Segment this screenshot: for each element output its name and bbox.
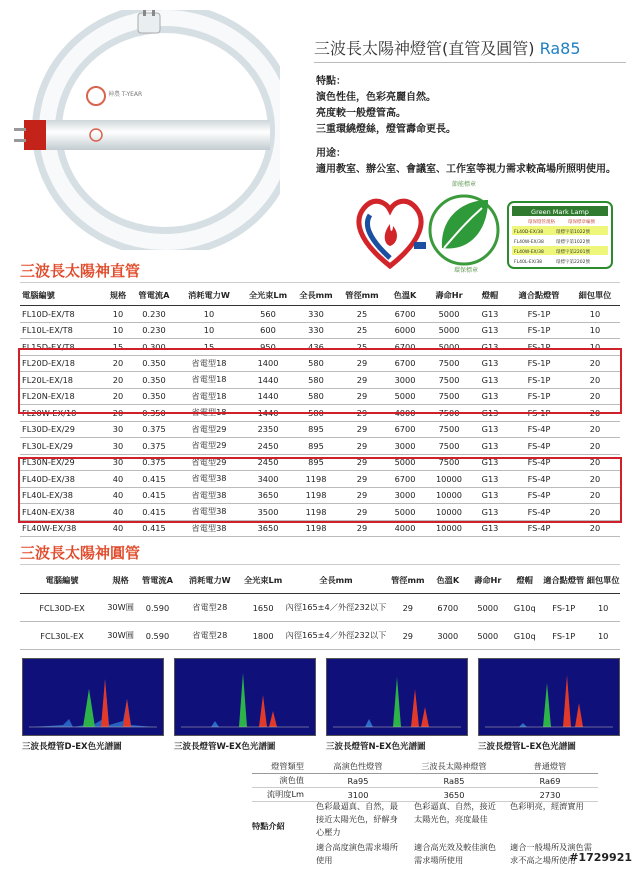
- table-cell: 580: [292, 372, 340, 389]
- column-header: 適合點燈管: [508, 285, 570, 306]
- column-header: 消耗電力W: [174, 285, 244, 306]
- table-cell: G13: [472, 372, 508, 389]
- table-cell: 省電型18: [174, 372, 244, 389]
- table-cell: 29: [340, 438, 384, 455]
- table-cell: G13: [472, 421, 508, 438]
- column-header: 管電流A: [134, 285, 174, 306]
- table-cell: 6700: [384, 471, 426, 488]
- table-cell: 內徑165±4／外徑232以下: [285, 594, 388, 622]
- table-cell: 6700: [384, 339, 426, 356]
- table-cell: 1198: [292, 504, 340, 521]
- column-header: 消耗電力W: [178, 567, 242, 594]
- table-cell: 10: [570, 306, 620, 323]
- table-cell: 0.590: [137, 594, 178, 622]
- table-cell: 5000: [384, 388, 426, 405]
- table-row: [20, 322, 620, 339]
- table-cell: 3000: [384, 487, 426, 504]
- table-cell: 2350: [244, 421, 292, 438]
- svg-text:FL40W-EX/38: FL40W-EX/38: [514, 240, 544, 245]
- circular-section-title: 三波長太陽神圓管: [20, 544, 141, 562]
- highlight-box-38w: [18, 457, 622, 523]
- table-cell: FL20D-EX/18: [20, 355, 102, 372]
- table-cell: FS-1P: [508, 405, 570, 422]
- table-cell: 10: [174, 306, 244, 323]
- table-cell: FL40N-EX/38: [20, 504, 102, 521]
- table-cell: 5000: [426, 322, 472, 339]
- table-cell: FS-4P: [508, 471, 570, 488]
- table-cell: G13: [472, 339, 508, 356]
- column-header: 全光束Lm: [242, 567, 285, 594]
- table-cell: 0.375: [134, 421, 174, 438]
- title-ra: Ra85: [539, 39, 581, 58]
- table-cell: 436: [292, 339, 340, 356]
- table-cell: 20: [570, 355, 620, 372]
- column-header: 燈帽: [508, 567, 541, 594]
- lumen-value: 3650: [406, 788, 502, 802]
- table-cell: 3650: [244, 520, 292, 537]
- svg-text:環保標章編號: 環保標章編號: [568, 220, 595, 225]
- table-cell: 1198: [292, 487, 340, 504]
- section-divider: [20, 564, 620, 565]
- cri-value: Ra95: [310, 774, 406, 788]
- table-cell: FL10L-EX/T8: [20, 322, 102, 339]
- section-divider: [20, 282, 620, 283]
- table-cell: 省電型18: [174, 355, 244, 372]
- page-title: [314, 36, 581, 59]
- table-cell: 20: [570, 454, 620, 471]
- table-cell: 6700: [384, 421, 426, 438]
- table-cell: 30: [102, 421, 134, 438]
- lumen-value: 2730: [502, 788, 598, 802]
- table-cell: 6700: [384, 355, 426, 372]
- spectrum-chart-d: [22, 658, 164, 736]
- column-header: 壽命Hr: [467, 567, 508, 594]
- spectrum-caption: 三波長燈管N-EX色光譜圖: [326, 742, 426, 752]
- column-header: 全長mm: [292, 285, 340, 306]
- highlight-box-18w: [18, 348, 622, 414]
- table-cell: 1198: [292, 520, 340, 537]
- table-cell: G10q: [508, 622, 541, 650]
- table-cell: 29: [340, 388, 384, 405]
- table-cell: FS-4P: [508, 454, 570, 471]
- table-cell: 5000: [384, 504, 426, 521]
- svg-text:環標字第2202號: 環標字第2202號: [556, 260, 590, 265]
- table-cell: G13: [472, 388, 508, 405]
- table-cell: FL30N-EX/29: [20, 454, 102, 471]
- table-cell: 25: [340, 322, 384, 339]
- table-cell: 30: [102, 454, 134, 471]
- column-header: 規格: [102, 285, 134, 306]
- table-cell: 0.350: [134, 405, 174, 422]
- table-cell: FS-1P: [508, 355, 570, 372]
- table-cell: G13: [472, 438, 508, 455]
- table-cell: 20: [570, 405, 620, 422]
- table-cell: 20: [102, 405, 134, 422]
- table-cell: G13: [472, 471, 508, 488]
- table-cell: 20: [102, 372, 134, 389]
- table-cell: FS-1P: [508, 339, 570, 356]
- table-cell: 10: [174, 322, 244, 339]
- table-cell: FL20W-EX/18: [20, 405, 102, 422]
- table-cell: 0.350: [134, 372, 174, 389]
- table-cell: FL20N-EX/18: [20, 388, 102, 405]
- table-cell: G13: [472, 322, 508, 339]
- table-cell: 30W圓: [104, 594, 137, 622]
- table-cell: FS-4P: [508, 520, 570, 537]
- table-cell: 5000: [467, 622, 508, 650]
- feature-desc: 色彩最逼真、自然，最接近太陽光色，紓解身心壓力: [316, 801, 398, 837]
- table-cell: 580: [292, 355, 340, 372]
- lumen-value: 3100: [310, 788, 406, 802]
- table-cell: 20: [570, 487, 620, 504]
- table-cell: 省電型28: [178, 594, 242, 622]
- table-cell: 29: [340, 471, 384, 488]
- table-cell: 0.375: [134, 438, 174, 455]
- table-cell: FS-1P: [508, 306, 570, 323]
- table-cell: 7500: [426, 372, 472, 389]
- leaf-eco-icon: [430, 180, 498, 274]
- table-cell: FL30L-EX/29: [20, 438, 102, 455]
- comparison-header: 高演色性燈管: [310, 760, 406, 774]
- table-cell: 省電型18: [174, 388, 244, 405]
- table-cell: FL40W-EX/38: [20, 520, 102, 537]
- table-cell: 1800: [242, 622, 285, 650]
- table-cell: 7500: [426, 454, 472, 471]
- table-cell: 5000: [426, 306, 472, 323]
- table-cell: 省電型29: [174, 421, 244, 438]
- svg-text:環保燈管規格: 環保燈管規格: [528, 220, 555, 225]
- table-cell: FS-4P: [508, 438, 570, 455]
- energy-heart-icon: [359, 201, 426, 266]
- column-header: 色溫K: [384, 285, 426, 306]
- feature-line: 亮度較一般燈管高。: [316, 108, 406, 119]
- circular-lamp-photo: [10, 10, 280, 250]
- table-cell: 0.350: [134, 388, 174, 405]
- feature-desc: 色彩逼真、自然，接近太陽光色，亮度最佳: [414, 801, 496, 824]
- table-cell: 0.415: [134, 504, 174, 521]
- table-cell: 29: [340, 355, 384, 372]
- table-cell: 6000: [384, 322, 426, 339]
- feature-intro-label: 特點介紹: [252, 821, 285, 831]
- usage-label: 用途：: [316, 148, 346, 159]
- svg-text:FL40D-EX/38: FL40D-EX/38: [514, 230, 544, 235]
- table-cell: 3000: [428, 622, 467, 650]
- table-cell: G13: [472, 520, 508, 537]
- table-cell: 2450: [244, 454, 292, 471]
- svg-text:FL40W-EX/38: FL40W-EX/38: [514, 250, 544, 255]
- table-row: [20, 306, 620, 323]
- table-row: [20, 622, 620, 650]
- table-cell: 3000: [384, 438, 426, 455]
- table-cell: 7500: [426, 355, 472, 372]
- table-row: [20, 594, 620, 622]
- table-cell: 10: [570, 322, 620, 339]
- table-cell: 895: [292, 454, 340, 471]
- table-cell: 3000: [384, 372, 426, 389]
- table-cell: 1440: [244, 405, 292, 422]
- table-cell: FL15D-EX/T8: [20, 339, 102, 356]
- table-cell: 省電型29: [174, 454, 244, 471]
- table-row: [20, 421, 620, 438]
- table-cell: 15: [102, 339, 134, 356]
- column-header: 色溫K: [428, 567, 467, 594]
- table-cell: 29: [340, 520, 384, 537]
- table-cell: G13: [472, 487, 508, 504]
- table-cell: 20: [570, 372, 620, 389]
- table-cell: 20: [570, 438, 620, 455]
- table-cell: 0.350: [134, 355, 174, 372]
- table-cell: 10: [586, 594, 620, 622]
- table-cell: 4000: [384, 520, 426, 537]
- column-header: 電腦編號: [20, 567, 104, 594]
- table-cell: 330: [292, 322, 340, 339]
- cri-label: 演色值: [252, 774, 310, 788]
- table-cell: 29: [340, 504, 384, 521]
- feature-line: 三重環繞燈絲，燈管壽命更長。: [316, 124, 456, 135]
- table-cell: 30: [102, 438, 134, 455]
- table-cell: FL40D-EX/38: [20, 471, 102, 488]
- watermark-id: #1729921: [569, 851, 632, 864]
- svg-text:環保標章: 環保標章: [454, 267, 479, 274]
- table-cell: 0.415: [134, 520, 174, 537]
- table-cell: 7500: [426, 421, 472, 438]
- table-cell: 1400: [244, 355, 292, 372]
- table-cell: 0.415: [134, 487, 174, 504]
- feature-desc: 適合高度演色需求場所使用: [316, 842, 398, 865]
- column-header: 管徑mm: [340, 285, 384, 306]
- table-cell: 0.375: [134, 454, 174, 471]
- table-cell: 10000: [426, 520, 472, 537]
- spectrum-caption: 三波長燈管W-EX色光譜圖: [174, 742, 276, 752]
- table-cell: 560: [244, 306, 292, 323]
- svg-text:環標字第1022號: 環標字第1022號: [556, 240, 590, 245]
- spectra-row: [22, 658, 632, 758]
- column-header: 全光束Lm: [244, 285, 292, 306]
- table-cell: 25: [340, 306, 384, 323]
- table-cell: 5000: [426, 339, 472, 356]
- table-cell: FL10D-EX/T8: [20, 306, 102, 323]
- table-cell: FS-1P: [508, 322, 570, 339]
- column-header: 全長mm: [285, 567, 388, 594]
- table-cell: 3650: [244, 487, 292, 504]
- table-cell: 950: [244, 339, 292, 356]
- table-cell: 25: [340, 339, 384, 356]
- table-cell: FL20L-EX/18: [20, 372, 102, 389]
- svg-text:Green Mark Lamp: Green Mark Lamp: [531, 208, 589, 216]
- spectrum-chart-w: [174, 658, 316, 736]
- lumen-label: 流明度Lm: [252, 788, 310, 802]
- table-cell: 5000: [467, 594, 508, 622]
- table-cell: 0.300: [134, 339, 174, 356]
- column-header: 燈帽: [472, 285, 508, 306]
- column-header: 電腦編號: [20, 285, 102, 306]
- svg-text:環標字第1022號: 環標字第1022號: [556, 230, 590, 235]
- table-cell: 20: [570, 504, 620, 521]
- table-cell: 2450: [244, 438, 292, 455]
- straight-section-title: 三波長太陽神直管: [20, 262, 141, 280]
- table-cell: 895: [292, 421, 340, 438]
- comparison-table: [252, 760, 598, 802]
- table-cell: 600: [244, 322, 292, 339]
- table-cell: 0.230: [134, 322, 174, 339]
- table-cell: 內徑165±4／外徑232以下: [285, 622, 388, 650]
- table-cell: 1198: [292, 471, 340, 488]
- table-cell: 580: [292, 405, 340, 422]
- table-cell: 29: [340, 372, 384, 389]
- table-cell: FCL30D-EX: [20, 594, 104, 622]
- svg-text:FL40L-EX/38: FL40L-EX/38: [514, 260, 543, 265]
- table-cell: 4000: [384, 405, 426, 422]
- table-cell: 15: [174, 339, 244, 356]
- table-cell: 0.590: [137, 622, 178, 650]
- table-cell: 20: [570, 388, 620, 405]
- spectrum-caption: 三波長燈管D-EX色光譜圖: [22, 742, 122, 752]
- table-cell: 895: [292, 438, 340, 455]
- spectrum-chart-n: [326, 658, 468, 736]
- table-cell: 20: [570, 471, 620, 488]
- table-cell: 10: [102, 306, 134, 323]
- table-cell: 3400: [244, 471, 292, 488]
- comparison-header: 普通燈管: [502, 760, 598, 774]
- spectrum-chart-l: [478, 658, 620, 736]
- svg-text:環標字第2201號: 環標字第2201號: [556, 250, 590, 255]
- table-cell: 29: [340, 487, 384, 504]
- table-cell: 6700: [384, 306, 426, 323]
- table-row: [20, 438, 620, 455]
- table-cell: 0.230: [134, 306, 174, 323]
- table-cell: 40: [102, 520, 134, 537]
- table-cell: 1440: [244, 388, 292, 405]
- usage-text: 適用教室、辦公室、會議室、工作室等視力需求較高場所照明使用。: [316, 164, 616, 175]
- certification-badges: [352, 178, 614, 274]
- table-cell: 30W圓: [104, 622, 137, 650]
- table-cell: 1650: [242, 594, 285, 622]
- feature-desc: 適合一般場所及演色需求不高之場所使用: [510, 842, 592, 865]
- table-cell: 10: [586, 622, 620, 650]
- table-cell: G13: [472, 454, 508, 471]
- table-cell: 29: [340, 454, 384, 471]
- table-cell: 20: [102, 388, 134, 405]
- table-cell: 330: [292, 306, 340, 323]
- table-cell: 20: [570, 421, 620, 438]
- column-header: 細包單位: [586, 567, 620, 594]
- table-cell: 省電型28: [178, 622, 242, 650]
- table-cell: 7500: [426, 388, 472, 405]
- comparison-header-label: 燈管類型: [252, 760, 310, 774]
- table-cell: 1440: [244, 372, 292, 389]
- table-cell: 3500: [244, 504, 292, 521]
- table-cell: 40: [102, 487, 134, 504]
- table-cell: 40: [102, 471, 134, 488]
- title-text: 三波長太陽神燈管(直管及圓管): [314, 39, 535, 58]
- table-cell: 省電型38: [174, 471, 244, 488]
- column-header: 管電流A: [137, 567, 178, 594]
- features-label: 特點：: [316, 76, 346, 87]
- feature-desc: 色彩明亮，經濟實用: [510, 801, 584, 811]
- table-cell: FS-1P: [508, 372, 570, 389]
- table-cell: 省電型29: [174, 438, 244, 455]
- table-cell: 6700: [428, 594, 467, 622]
- table-cell: 10: [102, 322, 134, 339]
- table-cell: 29: [340, 405, 384, 422]
- table-cell: FS-4P: [508, 421, 570, 438]
- table-cell: 10000: [426, 471, 472, 488]
- table-cell: FS-1P: [541, 622, 586, 650]
- cri-value: Ra69: [502, 774, 598, 788]
- column-header: 壽命Hr: [426, 285, 472, 306]
- table-cell: 0.415: [134, 471, 174, 488]
- table-cell: 省電型38: [174, 520, 244, 537]
- table-cell: FL40L-EX/38: [20, 487, 102, 504]
- green-mark-table: [508, 202, 612, 268]
- column-header: 規格: [104, 567, 137, 594]
- table-cell: 580: [292, 388, 340, 405]
- table-cell: 省電型38: [174, 504, 244, 521]
- table-cell: G13: [472, 355, 508, 372]
- lamp-label: 神農 T-YEAR: [108, 91, 143, 98]
- cri-value: Ra85: [406, 774, 502, 788]
- comparison-header: 三波長太陽神燈管: [406, 760, 502, 774]
- table-cell: FS-1P: [508, 388, 570, 405]
- table-cell: G13: [472, 405, 508, 422]
- column-header: 細包單位: [570, 285, 620, 306]
- table-cell: FS-1P: [541, 594, 586, 622]
- table-cell: 省電型38: [174, 487, 244, 504]
- table-cell: 10000: [426, 487, 472, 504]
- table-cell: FL30D-EX/29: [20, 421, 102, 438]
- svg-text:節能標章: 節能標章: [452, 181, 477, 188]
- feature-desc: 適合高光效及較佳演色需求場所使用: [414, 842, 496, 865]
- table-cell: 40: [102, 504, 134, 521]
- table-cell: 10000: [426, 504, 472, 521]
- table-cell: G13: [472, 504, 508, 521]
- table-cell: 7500: [426, 405, 472, 422]
- table-cell: G10q: [508, 594, 541, 622]
- title-divider: [314, 62, 626, 63]
- table-cell: 20: [102, 355, 134, 372]
- table-cell: 5000: [384, 454, 426, 471]
- table-cell: 29: [387, 594, 428, 622]
- table-cell: 省電型18: [174, 405, 244, 422]
- table-cell: FCL30L-EX: [20, 622, 104, 650]
- table-cell: FS-4P: [508, 504, 570, 521]
- feature-line: 演色性佳，色彩亮麗自然。: [316, 92, 436, 103]
- circular-spec-table: [20, 567, 620, 650]
- table-cell: FS-4P: [508, 487, 570, 504]
- table-cell: 7500: [426, 438, 472, 455]
- spectrum-caption: 三波長燈管L-EX色光譜圖: [478, 742, 576, 752]
- table-cell: 20: [570, 520, 620, 537]
- table-cell: 10: [570, 339, 620, 356]
- table-cell: G13: [472, 306, 508, 323]
- column-header: 適合點燈管: [541, 567, 586, 594]
- table-cell: 29: [387, 622, 428, 650]
- column-header: 管徑mm: [387, 567, 428, 594]
- table-cell: 29: [340, 421, 384, 438]
